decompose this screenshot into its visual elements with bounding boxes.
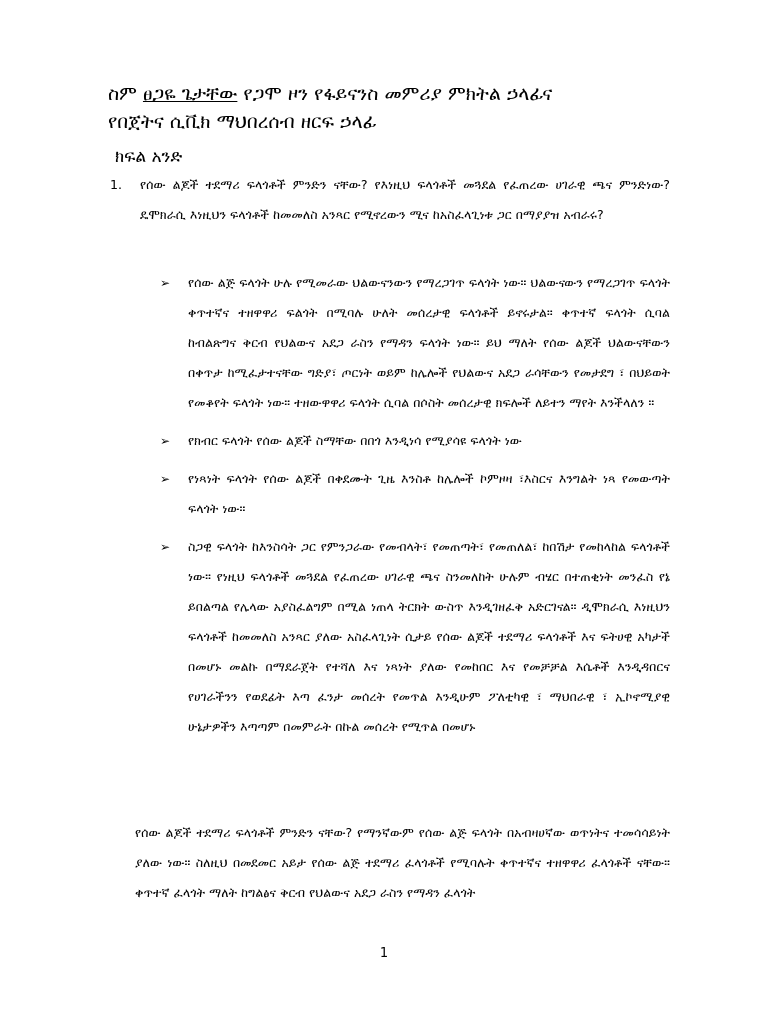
document-header (108, 80, 688, 136)
header-line-1 (108, 80, 688, 108)
bullet-text: ስጋዊ ፍላጎት ከእንስሳት ጋር የምንጋራው የመብላት፣ የመጠጣት፣ የመጠለል፣ ከበሽታ የመከላከል ፍላጎቶች ነው። የነዚህ ፍላጎቶች መጓደል የፈጠረው ሀገራዊ ጫና ስንመለከት ሁሉም ብሄር በተጠቂነት መንፈስ የኔ ይበልጣል የሌላው አያስፈልግም በሚል ነጠላ ትርክት ውስጥ እንዲገዘፈቅ አድርገናል። ዲሞክራሲ እነዚህን ፍላጎቶች ከመመለስ አንጻር ያለው አስፈላጊነት ሲታይ የሰው ልጆች ተደማሪ ፍላጎቶች እና ፍትሀዊ አካታች በመሆኑ መልኩ በማደራጀት የተሻለ እና ነጻነት ያለው የመከበር እና የመቻቻል እሴቶች እንዲዳበርና የሀገራችንን የወደፊት እጣ ፈንታ መሰረት የመጥል እንዲሁም ፖለቲካዊ ፣ ማህበራዊ ፣ ኢኮኖሚያዊ ሁኔታዎችን እጣጣም በመምራት በኩል መሰረት የሚጥል በመሆኑ (188, 539, 670, 734)
answer-bullet-list (160, 268, 670, 750)
question-text: የሰው ልጆች ተደማሪ ፍላጎቶች ምንድን ናቸው? የእነዚህ ፍላጎቶች መጓደል የፈጠረው ሀገራዊ ጫና ምንድነው? ዴሞክራሲ እነዚህን ፍላጎቶች ከመመለስ አንጻር የሚኖረውን ሚና ከአስፈላጊነቱ ጋር በማያያዝ አብራሩ? (140, 177, 670, 222)
bullet-text: የሰው ልጅ ፍላጎት ሁሉ የሚመራው ህልውናንውን የማረጋገጥ ፍላጎት ነው። ህልውናውን የማረጋገጥ ፍላጎት ቀጥተኛና ተዘዋዋሪ ፍልጎት በሚባሉ ሁለት መሰረታዊ ፍላጎቶች ይኖሩታል። ቀጥተኛ ፍላጎት ሲባል ከብልጽግና ቅርብ የህልውና አደጋ ራስን የማዳን ፍላጎት ነው። ይህ ማለት የሰው ልጆች ህልውናቸውን በቀጥታ ከሚፈታተናቸው ግድያ፣ ጦርነት ወይም ከሌሎች የህልውና አደጋ ራሳቸውን የመታደግ ፣ በህይወት የመቆየት ፍላጎት ነው። ተዘውዋዋሪ ፍላጎት ሲባል በሶስት መሰረታዊ ክፍሎች ለይተን ማየት እንችላለን ። (188, 275, 670, 410)
bullet-item (160, 532, 670, 742)
section-title: ክፍል አንድ (115, 147, 183, 167)
header-line-2: የበጀትና ሲቪክ ማህበረሰብ ዘርፍ ኃላፊ (108, 111, 377, 133)
arrow-bullet-icon: ➢ (160, 434, 171, 448)
bullet-text: የክብር ፍላጎት የሰው ልጆች ስማቸው በበጎ እንዲነሳ የሚያሳዩ ፍላጎት ነው (188, 433, 522, 448)
question-number: 1. (110, 177, 123, 192)
arrow-bullet-icon: ➢ (160, 472, 171, 486)
bullet-item (160, 268, 670, 418)
author-name: ፀጋዬ ጌታቸው (142, 83, 238, 105)
name-prefix: ስም (108, 83, 143, 105)
bullet-item (160, 426, 670, 456)
bullet-item (160, 464, 670, 524)
arrow-bullet-icon: ➢ (160, 276, 171, 290)
arrow-bullet-icon: ➢ (160, 540, 171, 554)
page-number: 1 (379, 946, 389, 961)
bullet-text: የነጻነት ፍላጎት የሰው ልጆች በቀደሙት ጊዜ እንስቶ ከሌሎች ኮምዞዛ ፣እስርና እንግልት ነጻ የመውጣት ፍላጎት ነው። (188, 471, 670, 516)
author-title: የጋሞ ዞን የፋይናንስ መምሪያ ምክትል ኃላፊና (237, 83, 553, 105)
closing-paragraph: የሰው ልጆች ተደማሪ ፍላጎቶች ምንድን ናቸው? የማንኛውም የሰው ልጅ ፍላጎት በአብዛሀኛው ወጥነትና ተመሳሳይነት ያለው ነው። ስለዚህ በመደመር አይታ የሰው ልጅ ተደማሪ ፈላጎቶች የሚባሉት ቀጥተኛና ተዘዋዋሪ ፈላጎቶች ናቸው። ቀጥተኛ ፈላጎት ማለት ከግልፅና ቅርብ የህልውና አደጋ ራስን የማዳን ፈላጎት (135, 825, 670, 900)
